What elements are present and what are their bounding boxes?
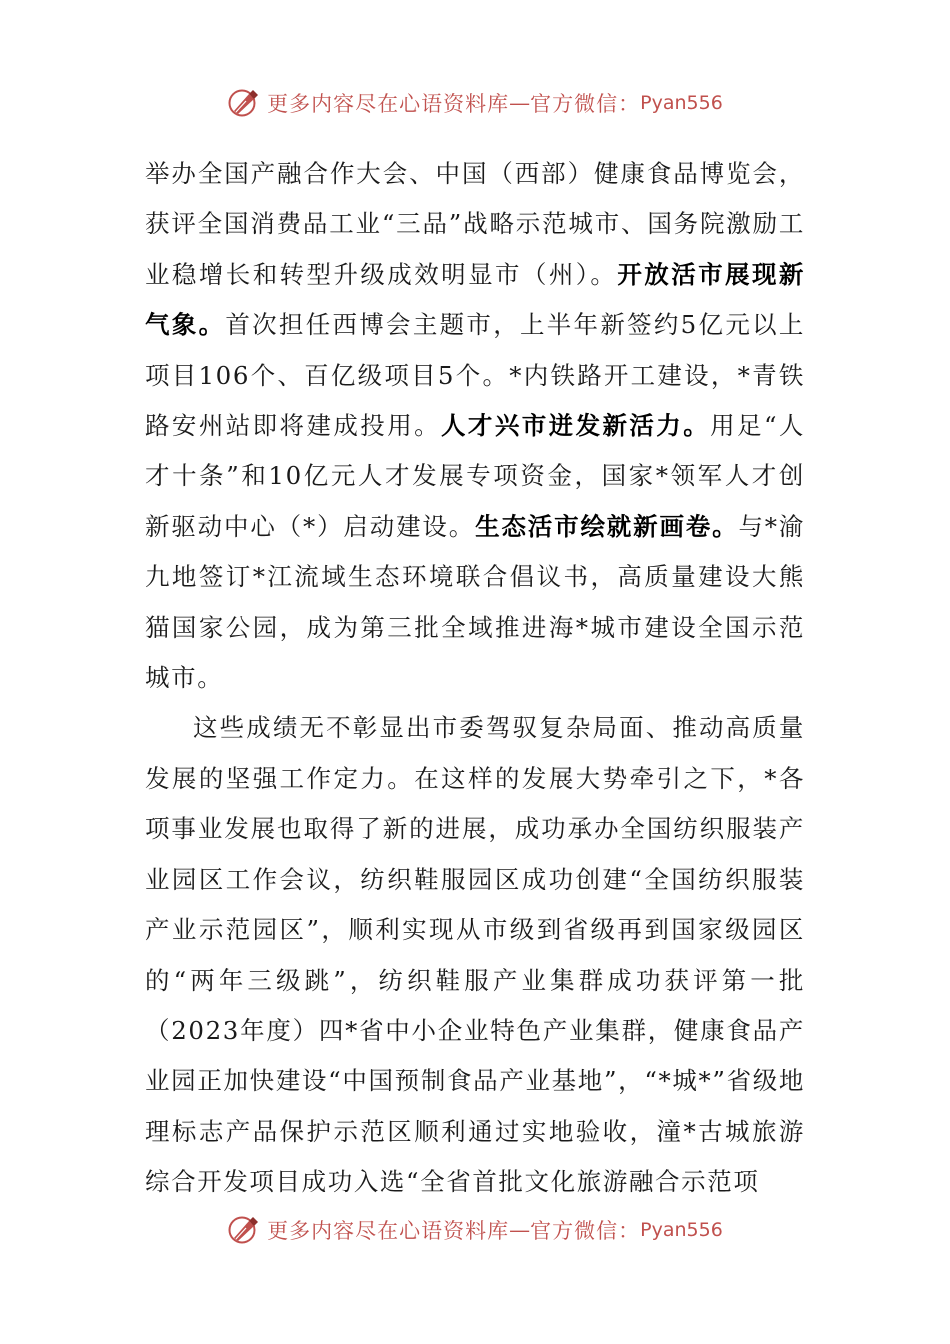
document-body: [145, 149, 805, 1208]
para1-heading-talent: 人才兴市迸发新活力。: [441, 411, 711, 441]
banner-wechat-label: 官方微信：: [530, 1219, 641, 1243]
para1-heading-open: 开放活市展现新气象。: [145, 259, 805, 340]
banner-dash: —: [509, 1218, 531, 1242]
paragraph-achievements: [145, 149, 805, 703]
banner-main-text: 更多内容尽在心语资料库: [267, 92, 510, 116]
para1-sentence-1: 举办全国产融合作大会、中国（西部）健康食品博览会，获评全国消费品工业“三品”战略示范城市、国务院激励工业稳增长和转型升级成效明显市（州）。: [145, 159, 805, 289]
banner-wechat-id: Pyan556: [640, 92, 723, 114]
banner-wechat-label: 官方微信：: [530, 92, 641, 116]
paragraph-progress: 这些成绩无不彰显出市委驾驭复杂局面、推动高质量发展的坚强工作定力。在这样的发展大势牵引之下，*各项事业发展也取得了新的进展，成功承办全国纺织服装产业园区工作会议，纺织鞋服园区成功创建“全国纺织服装产业示范园区”，顺利实现从市级到省级再到国家级园区的“两年三级跳”，纺织鞋服产业集群成功获评第一批（2023年度）四*省中小企业特色产业集群，健康食品产业园正加快建设“中国预制食品产业基地”，“*城*”省级地理标志产品保护示范区顺利通过实地验收，潼*古城旅游综合开发项目成功入选“全省首批文化旅游融合示范项: [145, 713, 805, 1197]
footer-watermark-banner: [0, 1210, 950, 1250]
pen-nib-icon: [227, 86, 261, 120]
banner-main-text: 更多内容尽在心语资料库: [267, 1219, 510, 1243]
para1-sentence-4: 与*渝九地签订*江流域生态环境联合倡议书，高质量建设大熊猫国家公园，成为第三批全域推进海*城市建设全国示范城市。: [145, 511, 805, 693]
banner-wechat-id: Pyan556: [640, 1219, 723, 1241]
para1-sentence-3: 用足“人才十条”和10亿元人才发展专项资金，国家*领军人才创新驱动中心（*）启动建设。: [145, 411, 805, 541]
para1-sentence-2: 首次担任西博会主题市，上半年新签约5亿元以上项目106个、百亿级项目5个。*内铁路开工建设，*青铁路安州站即将建成投用。: [145, 310, 805, 441]
header-watermark-banner: [0, 83, 950, 123]
pen-nib-icon: [227, 1213, 261, 1247]
para1-heading-ecology: 生态活市绘就新画卷。: [475, 511, 739, 541]
banner-dash: —: [509, 91, 531, 115]
